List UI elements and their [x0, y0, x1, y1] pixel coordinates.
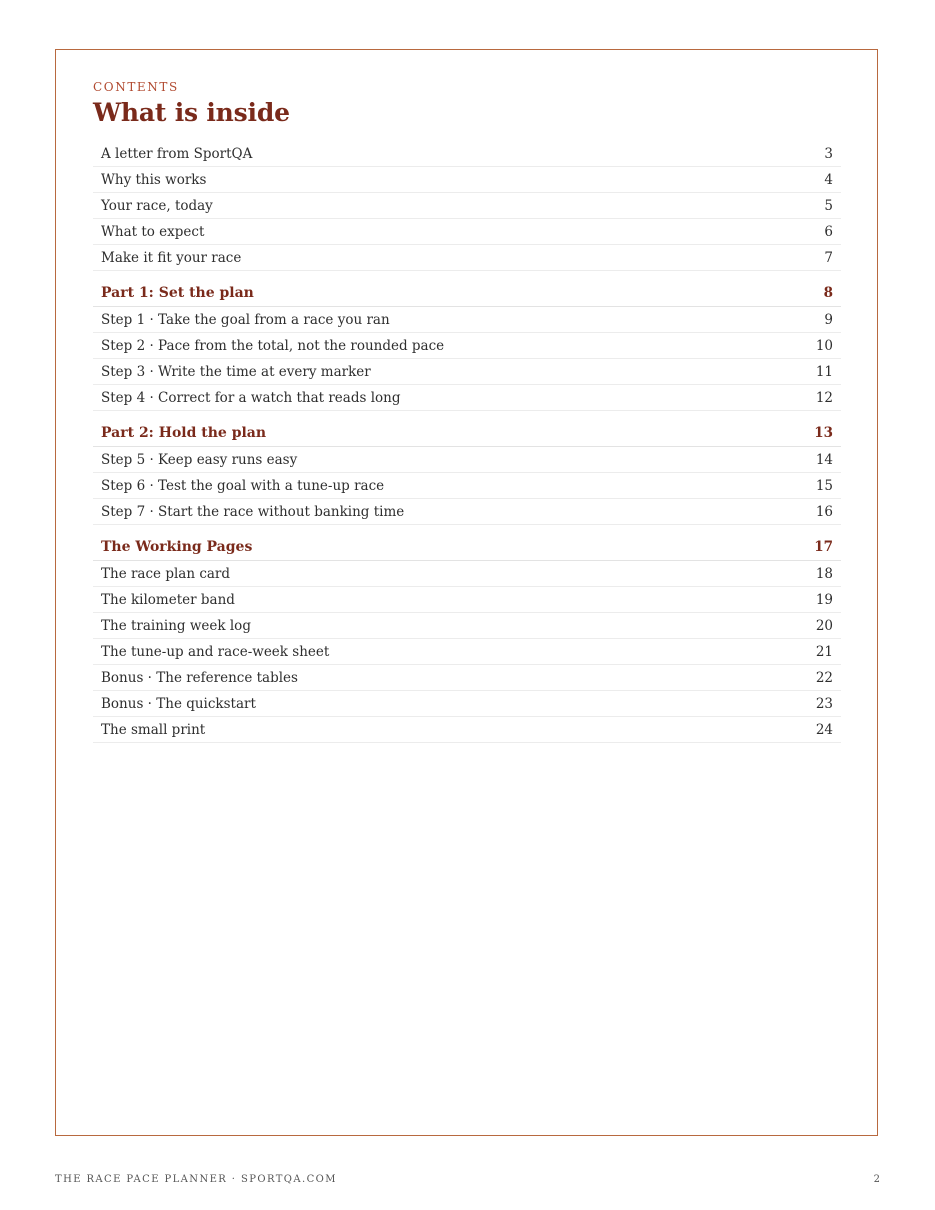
toc-row[interactable] — [93, 499, 841, 525]
toc-entry-label: Bonus · The reference tables — [101, 669, 298, 686]
toc-entry-label: What to expect — [101, 223, 205, 240]
toc-entry-label: Step 2 · Pace from the total, not the rounded pace — [101, 337, 445, 354]
toc-entry-label: The race plan card — [101, 565, 231, 582]
toc-row[interactable] — [93, 447, 841, 473]
toc-row[interactable] — [93, 587, 841, 613]
toc-section-label: Part 2: Hold the plan — [101, 424, 267, 441]
toc-row[interactable] — [93, 665, 841, 691]
contents-eyebrow: CONTENTS — [93, 80, 179, 94]
toc-row[interactable] — [93, 141, 841, 167]
toc-entry-label: Bonus · The quickstart — [101, 695, 256, 712]
toc-entry-label: The kilometer band — [101, 591, 235, 608]
table-of-contents — [93, 141, 841, 743]
toc-page-number: 18 — [815, 565, 833, 582]
toc-row[interactable] — [93, 639, 841, 665]
toc-page-number: 14 — [815, 451, 833, 468]
toc-row[interactable] — [93, 691, 841, 717]
toc-page-number: 23 — [815, 695, 833, 712]
toc-page-number: 3 — [824, 145, 833, 162]
toc-page-number: 11 — [815, 363, 833, 380]
footer-page-number: 2 — [873, 1174, 880, 1185]
toc-row[interactable] — [93, 359, 841, 385]
toc-page-number: 19 — [815, 591, 833, 608]
toc-page-number: 17 — [814, 538, 833, 555]
toc-page-number: 4 — [824, 171, 833, 188]
toc-row[interactable] — [93, 385, 841, 411]
toc-row[interactable] — [93, 219, 841, 245]
footer-title: THE RACE PACE PLANNER · SPORTQA.COM — [55, 1174, 337, 1185]
toc-page-number: 24 — [815, 721, 833, 738]
toc-page-number: 21 — [815, 643, 833, 660]
toc-entry-label: The tune-up and race-week sheet — [101, 643, 330, 660]
toc-entry-label: Step 7 · Start the race without banking time — [101, 503, 405, 520]
toc-entry-label: Step 4 · Correct for a watch that reads long — [101, 389, 401, 406]
toc-entry-label: The training week log — [101, 617, 251, 634]
toc-section-row[interactable] — [93, 533, 841, 561]
toc-section-row[interactable] — [93, 419, 841, 447]
toc-page-number: 15 — [815, 477, 833, 494]
toc-row[interactable] — [93, 473, 841, 499]
toc-entry-label: Step 6 · Test the goal with a tune-up race — [101, 477, 385, 494]
toc-page-number: 16 — [815, 503, 833, 520]
toc-page-number: 6 — [824, 223, 833, 240]
toc-row[interactable] — [93, 307, 841, 333]
toc-entry-label: Your race, today — [101, 197, 213, 214]
toc-row[interactable] — [93, 167, 841, 193]
page-title: What is inside — [93, 98, 290, 127]
toc-page-number: 22 — [815, 669, 833, 686]
toc-section-label: Part 1: Set the plan — [101, 284, 254, 301]
toc-section-row[interactable] — [93, 279, 841, 307]
toc-entry-label: Make it fit your race — [101, 249, 242, 266]
toc-page-number: 13 — [814, 424, 833, 441]
toc-entry-label: Step 1 · Take the goal from a race you ran — [101, 311, 390, 328]
toc-page-number: 5 — [824, 197, 833, 214]
toc-row[interactable] — [93, 333, 841, 359]
toc-page-number: 20 — [815, 617, 833, 634]
toc-entry-label: A letter from SportQA — [101, 145, 253, 162]
toc-entry-label: Step 3 · Write the time at every marker — [101, 363, 371, 380]
toc-entry-label: Step 5 · Keep easy runs easy — [101, 451, 298, 468]
toc-page-number: 9 — [824, 311, 833, 328]
toc-row[interactable] — [93, 245, 841, 271]
toc-row[interactable] — [93, 717, 841, 743]
toc-row[interactable] — [93, 613, 841, 639]
toc-page-number: 8 — [823, 284, 833, 301]
toc-page-number: 7 — [824, 249, 833, 266]
toc-page-number: 10 — [815, 337, 833, 354]
toc-entry-label: Why this works — [101, 171, 207, 188]
toc-row[interactable] — [93, 561, 841, 587]
toc-entry-label: The small print — [101, 721, 206, 738]
toc-page-number: 12 — [815, 389, 833, 406]
toc-row[interactable] — [93, 193, 841, 219]
toc-section-label: The Working Pages — [101, 538, 253, 555]
